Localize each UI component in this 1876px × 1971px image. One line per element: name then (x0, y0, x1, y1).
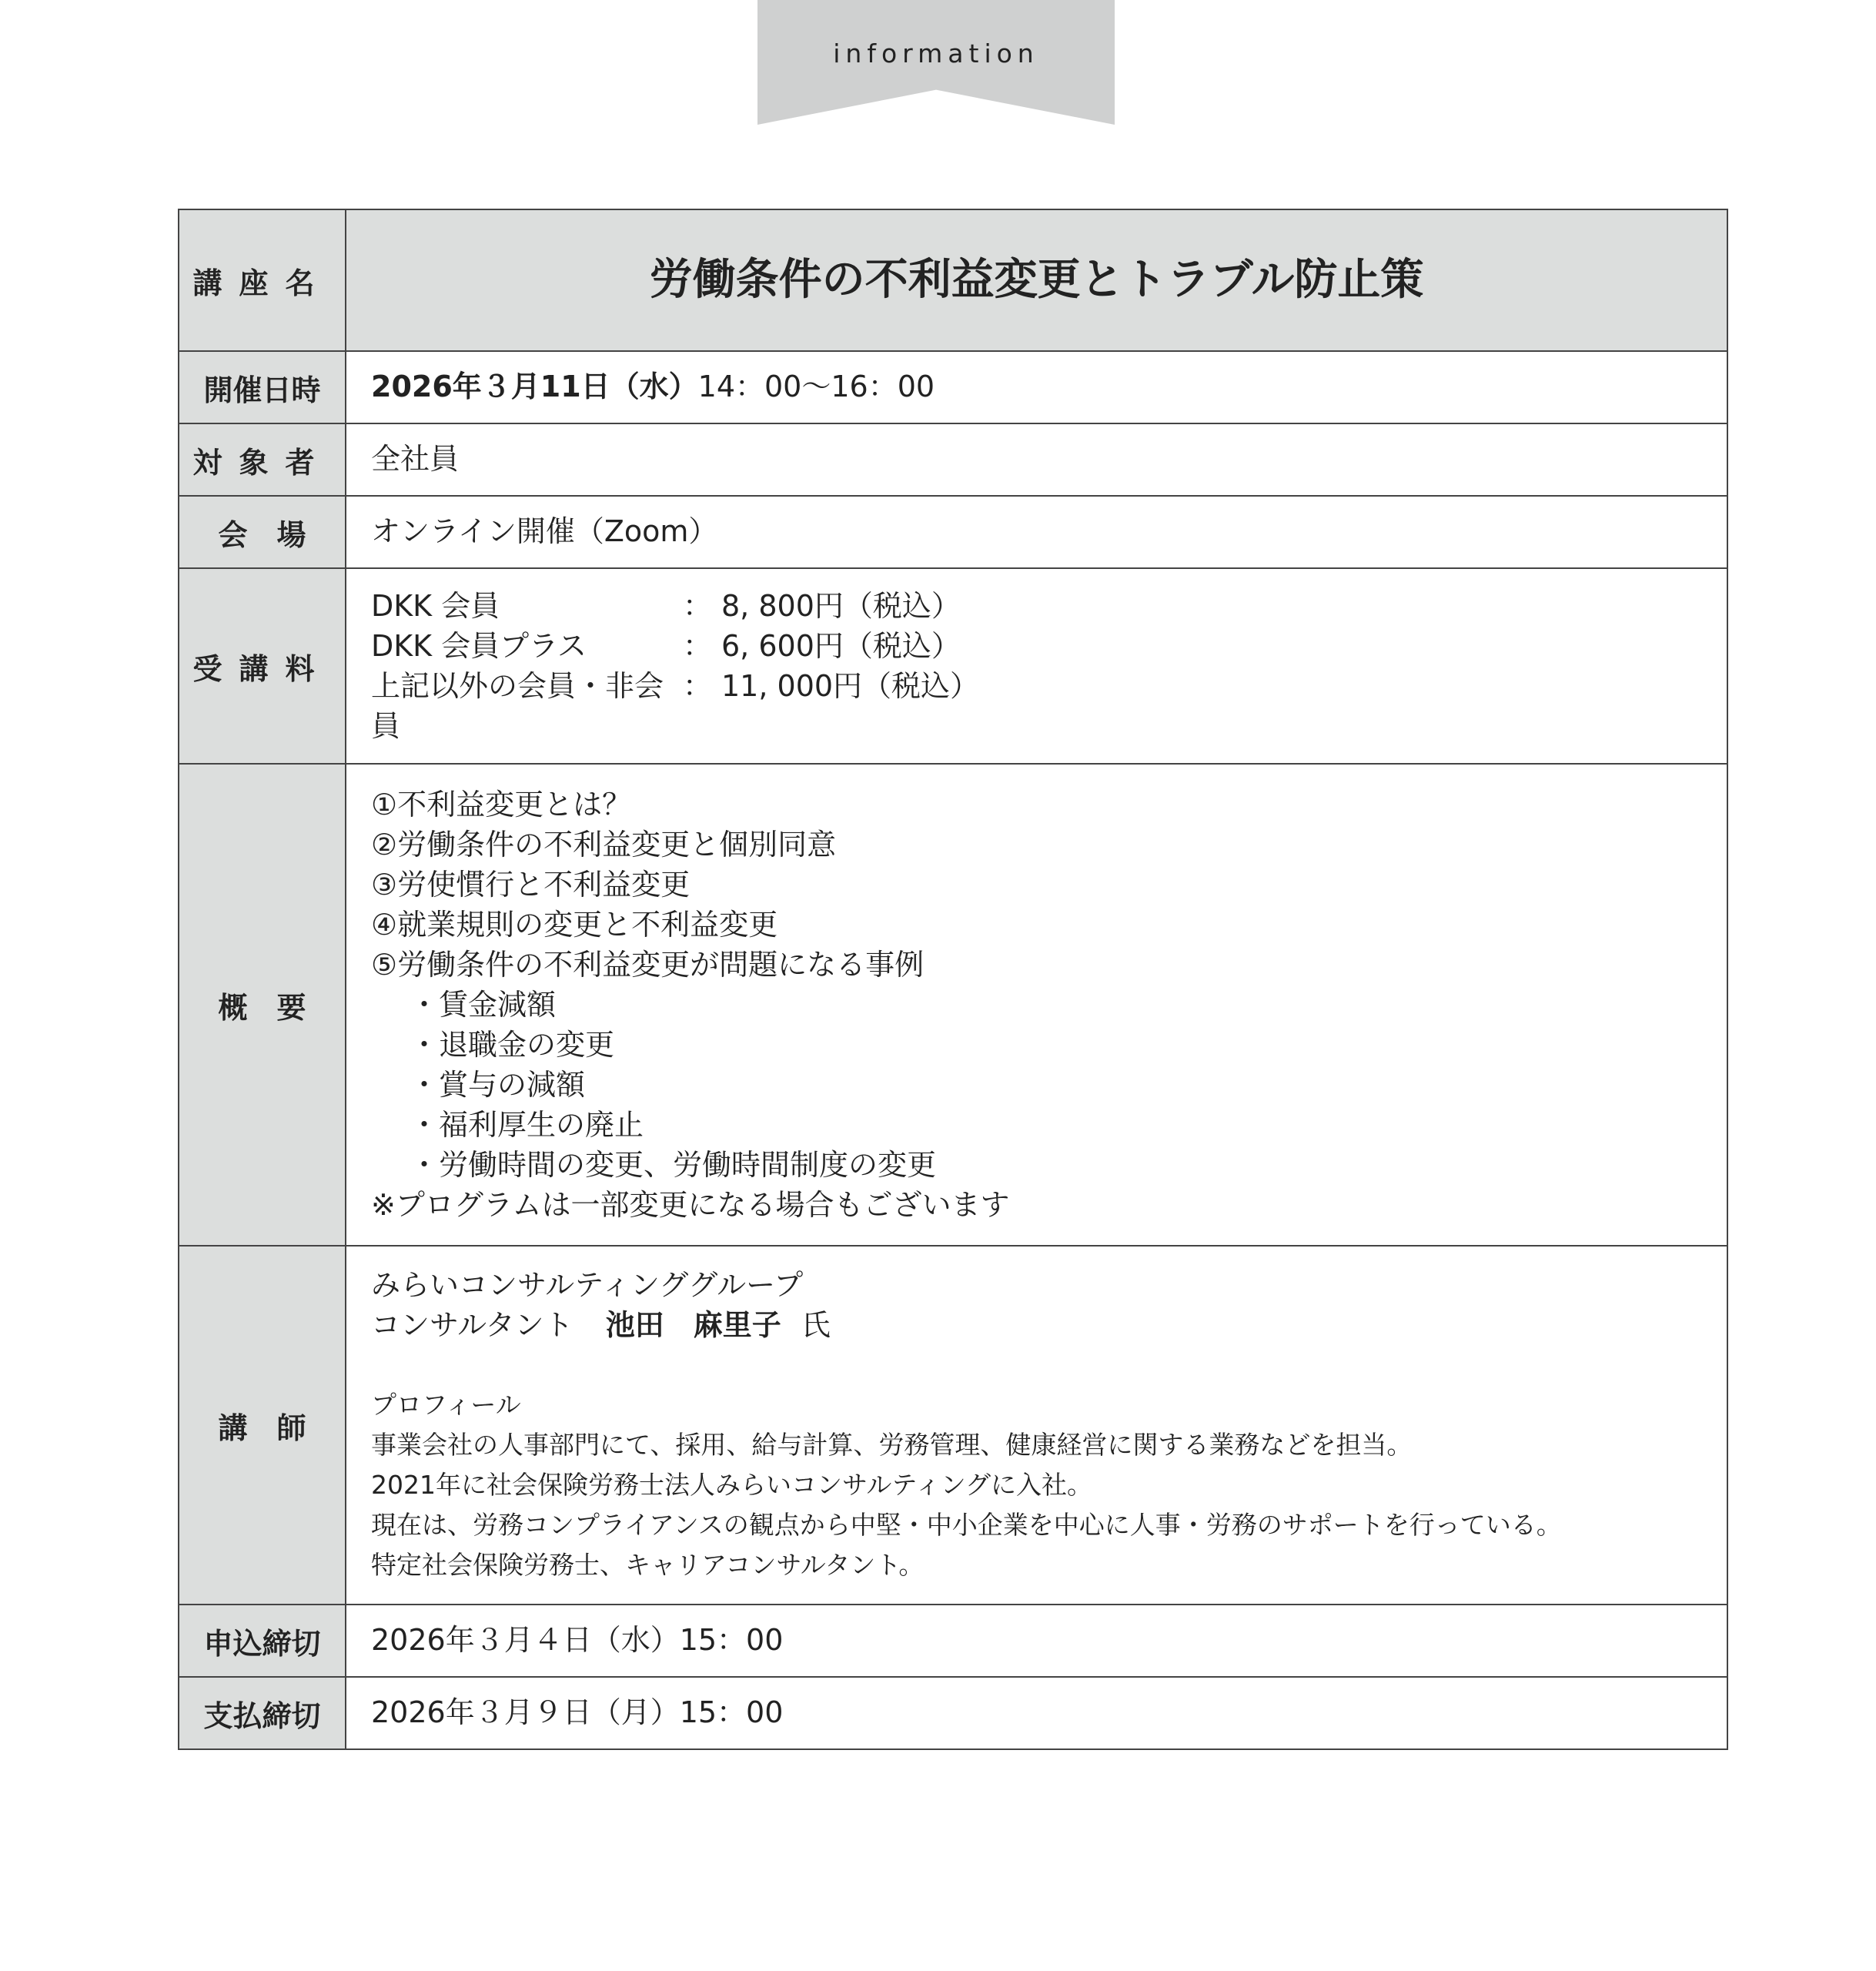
row-instructor (179, 1246, 1727, 1605)
instructor-title: コンサルタント (371, 1308, 574, 1342)
label-deadline-pay: 支払締切 (179, 1677, 346, 1749)
fee-price: 8, 800円（税込） (721, 589, 961, 623)
outline-sub-item: ・賃金減額 (410, 988, 557, 1022)
fee-price: 11, 000円（税込） (721, 669, 980, 703)
profile-line: 現在は、労務コンプライアンスの観点から中堅・中小企業を中心に人事・労務のサポートを行っている。 (371, 1510, 1562, 1540)
profile-line: 特定社会保険労務士、キャリアコンサルタント。 (371, 1550, 925, 1580)
label-outline: 概 要 (179, 764, 346, 1246)
profile-heading: プロフィール (371, 1390, 521, 1420)
label-venue: 会 場 (179, 496, 346, 568)
instructor-name-line (371, 1305, 1702, 1345)
outline-item: ①不利益変更とは？ (371, 788, 632, 822)
label-date: 開催日時 (179, 351, 346, 423)
instructor-company: みらいコンサルティンググループ (371, 1268, 804, 1302)
fee-colon: ： (683, 629, 713, 663)
row-deadline-apply (179, 1605, 1727, 1677)
fee-colon: ： (683, 669, 713, 703)
outline-item: ②労働条件の不利益変更と個別同意 (371, 828, 837, 862)
instructor-name: 池田 麻里子 (605, 1308, 781, 1342)
spacer (371, 1345, 1702, 1385)
course-title: 労働条件の不利益変更とトラブル防止策 (346, 209, 1727, 351)
fee-name: 上記以外の会員・非会員 (371, 669, 664, 743)
fee-colon: ： (683, 589, 713, 623)
row-deadline-pay (179, 1677, 1727, 1749)
label-fee: 受講料 (179, 568, 346, 764)
outline-sub-item: ・福利厚生の廃止 (410, 1108, 644, 1142)
row-outline (179, 764, 1727, 1246)
event-time: 14：00～16：00 (697, 370, 935, 404)
outline-sub-item: ・労働時間の変更、労働時間制度の変更 (410, 1148, 937, 1182)
value-target: 全社員 (346, 423, 1727, 496)
row-target (179, 423, 1727, 496)
label-instructor: 講 師 (179, 1246, 346, 1605)
row-course (179, 209, 1727, 351)
row-venue (179, 496, 1727, 568)
fee-line (371, 666, 1702, 746)
profile-line: 2021年に社会保険労務士法人みらいコンサルティングに入社。 (371, 1470, 1093, 1500)
row-date (179, 351, 1727, 423)
instructor-honorific: 氏 (801, 1308, 831, 1342)
outline-item: ④就業規則の変更と不利益変更 (371, 908, 778, 942)
outline-sub-item: ・退職金の変更 (410, 1028, 615, 1062)
outline-note: ※プログラムは一部変更になる場合もございます (371, 1188, 1010, 1222)
outline-sub-item: ・賞与の減額 (410, 1068, 586, 1102)
outline-item: ⑤労働条件の不利益変更が問題になる事例 (371, 948, 925, 982)
value-deadline-apply: 2026年３月４日（水）15：00 (346, 1605, 1727, 1677)
label-course: 講座名 (179, 209, 346, 351)
fee-name: DKK 会員 (371, 589, 500, 623)
fee-price: 6, 600円（税込） (721, 629, 961, 663)
row-fee (179, 568, 1727, 764)
value-deadline-pay: 2026年３月９日（月）15：00 (346, 1677, 1727, 1749)
fee-name: DKK 会員プラス (371, 629, 587, 663)
value-fee (346, 568, 1727, 764)
value-venue: オンライン開催（Zoom） (346, 496, 1727, 568)
profile-line: 事業会社の人事部門にて、採用、給与計算、労務管理、健康経営に関する業務などを担当。 (371, 1430, 1413, 1460)
value-outline (346, 764, 1727, 1246)
value-instructor (346, 1246, 1727, 1605)
fee-line (371, 586, 1702, 626)
seminar-info-table (178, 209, 1728, 1750)
fee-line (371, 626, 1702, 666)
label-deadline-apply: 申込締切 (179, 1605, 346, 1677)
information-tab-label: information (833, 38, 1039, 69)
event-date: 2026年３月11日（水） (371, 370, 698, 404)
label-target: 対象者 (179, 423, 346, 496)
value-date (346, 351, 1727, 423)
outline-item: ③労使慣行と不利益変更 (371, 868, 691, 902)
